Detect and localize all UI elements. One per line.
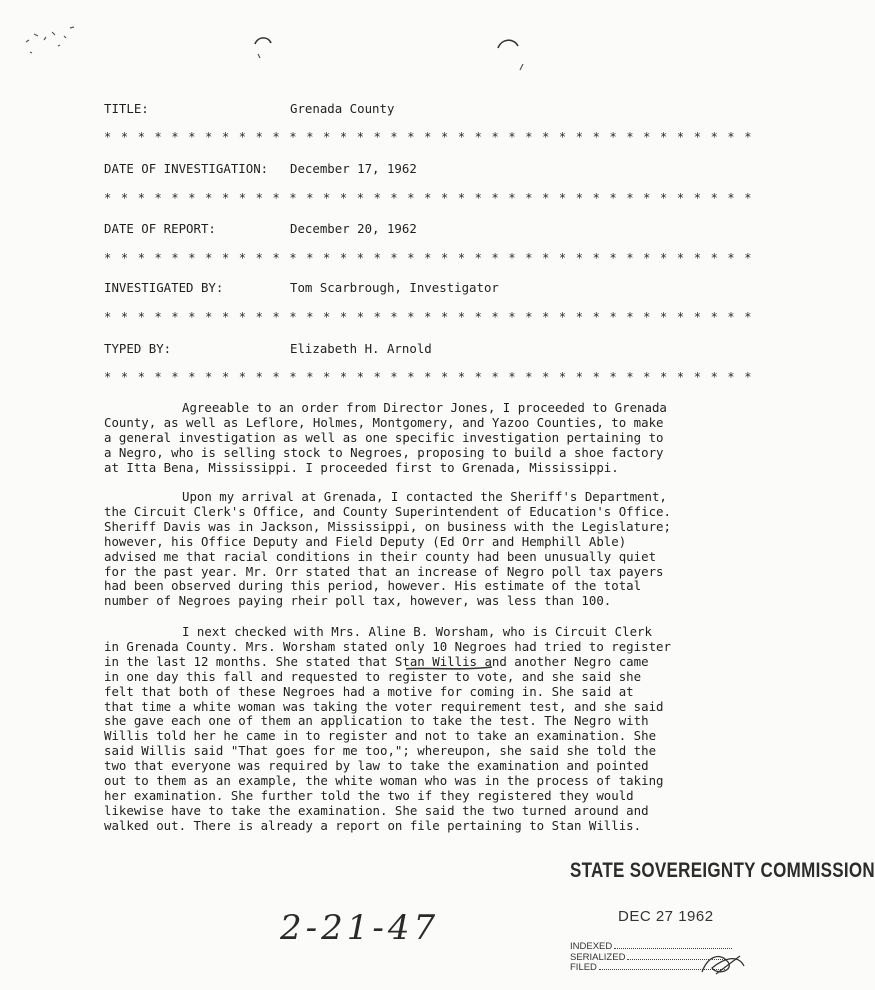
paragraph-line: in one day this fall and requested to register to vote, and she said she (104, 668, 642, 684)
investigator-label: INVESTIGATED BY: (104, 280, 224, 295)
paragraph-line: out to them as an example, the white woman who was in the process of taking (104, 773, 664, 789)
scan-speckle-mark (20, 22, 90, 62)
paragraph-line: for the past year. Mr. Orr stated that an increase of Negro poll tax payers (104, 563, 664, 579)
paragraph-1 (104, 401, 674, 476)
initials-scribble-mark (698, 948, 748, 980)
paragraph-line: the Circuit Clerk's Office, and County Superintendent of Education's Office. (104, 503, 671, 519)
paragraph-line: said Willis said "That goes for me too,"; whereupon, she said she told the (104, 743, 657, 759)
paragraph-line: however, his Office Deputy and Field Deputy (Ed Orr and Hemphill Able) (104, 533, 627, 549)
title-row (104, 101, 394, 116)
typed-by-label: TYPED BY: (104, 341, 172, 356)
stamp-indexed-label: INDEXED (570, 941, 613, 952)
separator: * * * * * * * * * * * * * * * * * * * * * * * * * * * * * * * * * * * * * * * (104, 370, 753, 384)
report-date-label: DATE OF REPORT: (104, 221, 216, 236)
separator: * * * * * * * * * * * * * * * * * * * * * * * * * * * * * * * * * * * * * * * (104, 191, 753, 205)
pen-underline-mark (404, 664, 496, 672)
paragraph-2 (104, 490, 674, 609)
paragraph-line: walked out. There is already a report on file pertaining to Stan Willis. (104, 817, 642, 833)
typed-by-row (104, 341, 432, 356)
paragraph-line: advised me that racial conditions in their county had been unusually quiet (104, 548, 657, 564)
paragraph-line: Willis told her he came in to register and not to take an examination. She (104, 728, 657, 744)
investigation-date-row (104, 161, 417, 176)
investigation-date-label: DATE OF INVESTIGATION: (104, 161, 269, 176)
paragraph-line: at Itta Bena, Mississippi. I proceeded first to Grenada, Mississippi. (104, 459, 619, 475)
title-label: TITLE: (104, 101, 149, 116)
investigation-date-value: December 17, 1962 (290, 161, 417, 176)
stamp-serialized-label: SERIALIZED (570, 951, 626, 963)
punch-hole-mark (252, 34, 274, 64)
paragraph-line: I next checked with Mrs. Aline B. Worsham, who is Circuit Clerk (182, 624, 652, 639)
paragraph-line: number of Negroes paying rheir poll tax, however, was less than 100. (104, 593, 612, 609)
paragraph-line: felt that both of these Negroes had a motive for coming in. She said at (104, 683, 634, 699)
paragraph-line: two that everyone was required by law to take the examination and pointed (104, 758, 649, 774)
handwritten-file-number: 2-21-47 (280, 908, 440, 948)
paragraph-line: that time a white woman was taking the voter requirement test, and she said (104, 698, 664, 714)
paragraph-line: a Negro, who is selling stock to Negroes, proposing to build a shoe factory (104, 444, 664, 460)
punch-hole-mark (496, 36, 530, 76)
paragraph-3 (104, 625, 674, 834)
separator: * * * * * * * * * * * * * * * * * * * * * * * * * * * * * * * * * * * * * * * (104, 310, 753, 324)
stamp-filed-label: FILED (570, 962, 597, 973)
paragraph-line: Agreeable to an order from Director Jones, I proceeded to Grenada (182, 400, 667, 415)
paragraph-line: a general investigation as well as one specific investigation pertaining to (104, 429, 664, 445)
paragraph-line: County, as well as Leflore, Holmes, Montgomery, and Yazoo Counties, to make (104, 414, 664, 430)
paragraph-line: her examination. She further told the two if they registered they would (104, 787, 634, 803)
investigator-value: Tom Scarbrough, Investigator (290, 280, 499, 295)
stamp-title: STATE SOVEREIGNTY COMMISSION (570, 858, 875, 882)
typed-by-value: Elizabeth H. Arnold (290, 341, 432, 356)
investigator-row (104, 280, 499, 295)
paragraph-line: she gave each one of them an application to take the test. The Negro with (104, 713, 649, 729)
paragraph-line: in Grenada County. Mrs. Worsham stated only 10 Negroes had tried to register (104, 638, 671, 654)
stamp-date: DEC 27 1962 (618, 908, 714, 925)
paragraph-line: likewise have to take the examination. She said the two turned around and (104, 802, 649, 818)
separator: * * * * * * * * * * * * * * * * * * * * * * * * * * * * * * * * * * * * * * * (104, 251, 753, 265)
report-date-row (104, 221, 417, 236)
paragraph-line: Sheriff Davis was in Jackson, Mississippi, on business with the Legislature; (104, 518, 671, 534)
sovereignty-commission-stamp (566, 852, 875, 980)
paragraph-line: in the last 12 months. She stated that Stan Willis and another Negro came (104, 653, 649, 669)
report-date-value: December 20, 1962 (290, 221, 417, 236)
separator: * * * * * * * * * * * * * * * * * * * * * * * * * * * * * * * * * * * * * * * (104, 130, 753, 144)
paragraph-line: Upon my arrival at Grenada, I contacted the Sheriff's Department, (182, 489, 667, 504)
title-value: Grenada County (290, 101, 395, 116)
paragraph-line: had been observed during this period, however. His estimate of the total (104, 578, 642, 594)
